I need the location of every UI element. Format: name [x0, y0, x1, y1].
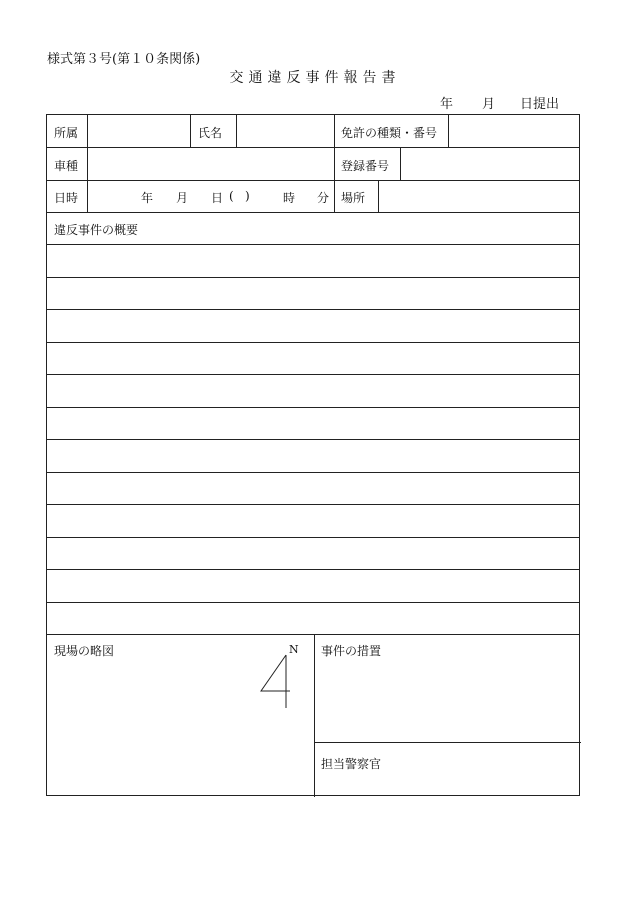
submit-year-label: 年 — [440, 97, 454, 112]
document-title: 交通違反事件報告書 — [229, 70, 401, 86]
license-label: 免許の種類・番号 — [341, 126, 438, 140]
vehicle-type-label: 車種 — [54, 159, 79, 173]
col-divider — [190, 115, 191, 147]
officer-label: 担当警察官 — [321, 757, 382, 771]
summary-field[interactable] — [48, 245, 580, 633]
name-label: 氏名 — [198, 126, 223, 140]
row-divider — [47, 212, 579, 213]
datetime-field[interactable] — [88, 181, 333, 211]
col-divider — [334, 115, 335, 212]
officer-field[interactable] — [315, 772, 580, 796]
registration-label: 登録番号 — [341, 159, 390, 173]
registration-field[interactable] — [401, 148, 580, 179]
report-form-table — [46, 114, 580, 796]
datetime-label: 日時 — [54, 191, 79, 205]
submit-day-label: 日提出 — [520, 97, 560, 112]
form-label: 様式第３号(第１０条関係) — [47, 52, 201, 67]
dt-year-label: 年 — [141, 191, 154, 205]
place-label: 場所 — [341, 191, 366, 205]
sketch-label: 現場の略図 — [54, 644, 115, 658]
measures-officer-divider — [314, 742, 581, 743]
name-field[interactable] — [237, 116, 333, 146]
dt-day-label: 日 — [211, 191, 224, 205]
submit-month-label: 月 — [482, 97, 496, 112]
dt-paren-open: ( — [229, 189, 234, 203]
vehicle-type-field[interactable] — [88, 148, 333, 179]
summary-label: 違反事件の概要 — [54, 223, 139, 237]
dt-month-label: 月 — [176, 191, 189, 205]
dt-paren-close: ) — [245, 189, 250, 203]
summary-line — [47, 634, 579, 635]
dt-hour-label: 時 — [283, 191, 296, 205]
affiliation-field[interactable] — [88, 116, 189, 146]
dt-minute-label: 分 — [317, 191, 330, 205]
measures-field[interactable] — [315, 660, 580, 741]
sketch-area[interactable] — [48, 660, 313, 796]
affiliation-label: 所属 — [54, 126, 79, 140]
north-label: N — [289, 643, 299, 656]
measures-label: 事件の措置 — [321, 644, 382, 658]
license-field[interactable] — [449, 116, 580, 146]
place-field[interactable] — [379, 181, 580, 211]
